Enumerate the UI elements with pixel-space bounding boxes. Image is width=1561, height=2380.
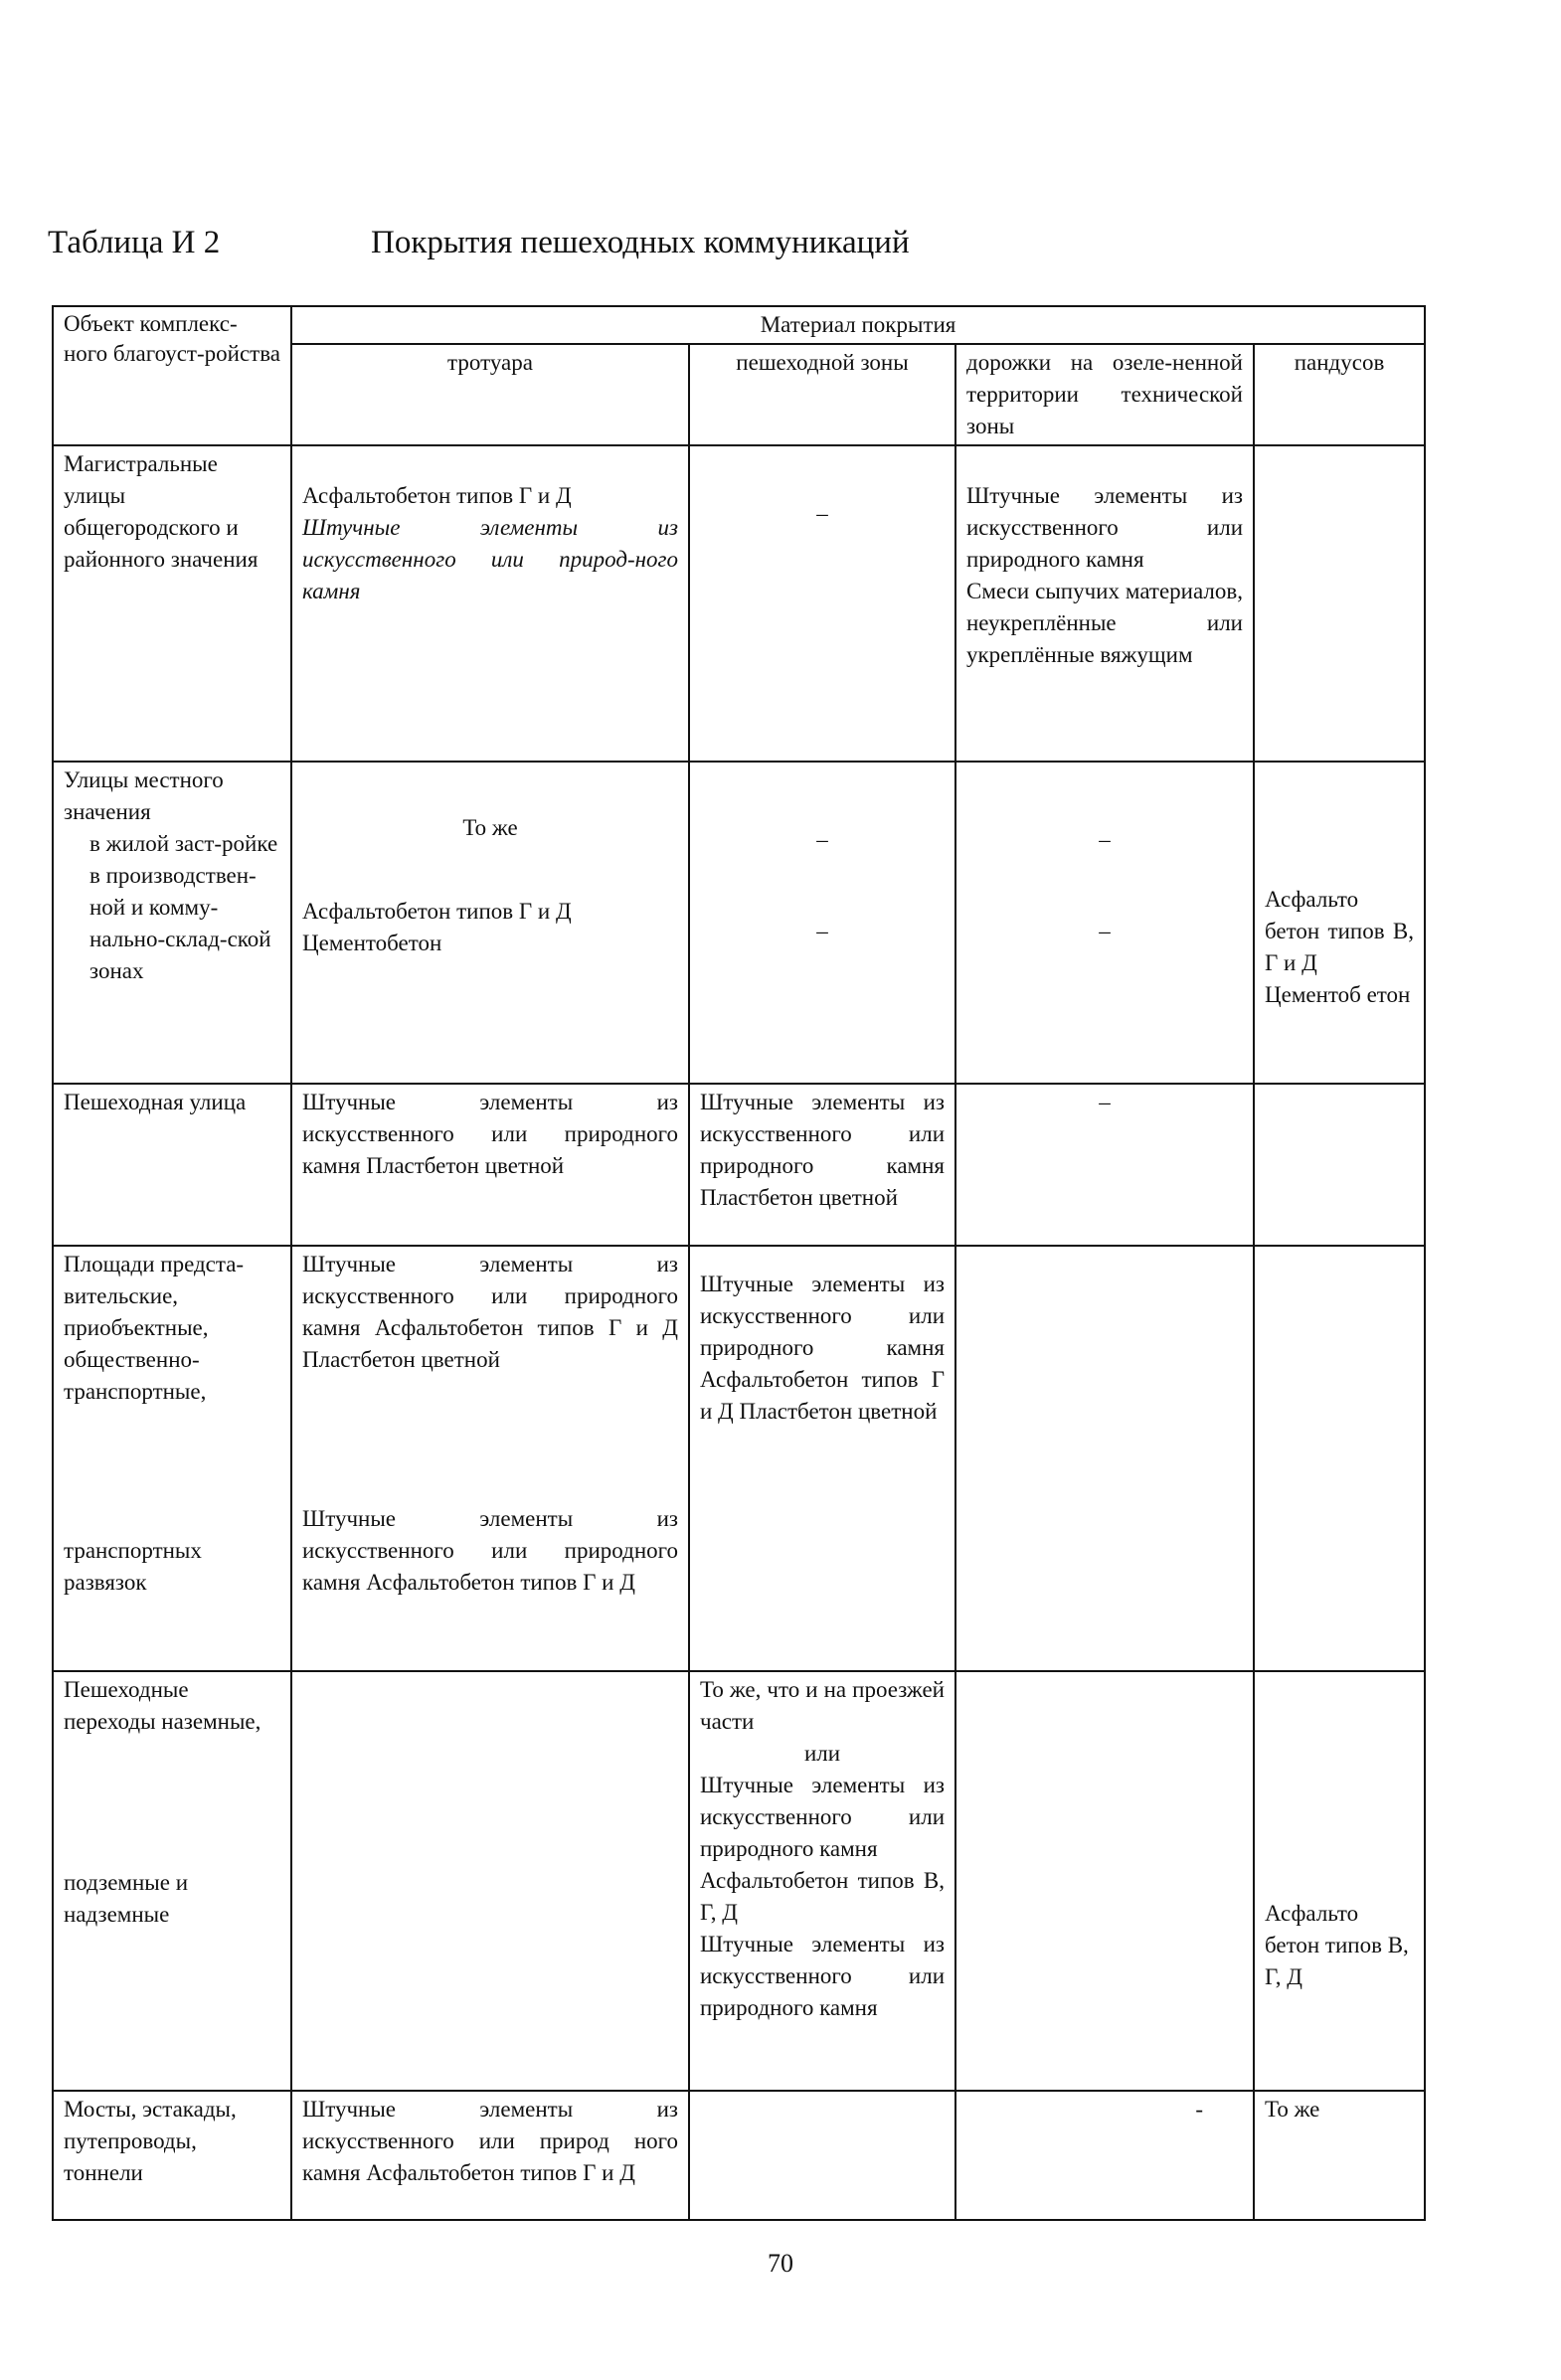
cell-text: Цементобетон bbox=[302, 931, 442, 955]
cell-text: Асфальтобетон типов Г и Д bbox=[302, 483, 572, 508]
cell-sidewalk bbox=[291, 762, 689, 1084]
header-pedestrian-zone: пешеходной зоны bbox=[689, 344, 955, 445]
cell-text: Цементоб етон bbox=[1265, 982, 1411, 1007]
cell-greenway bbox=[955, 2091, 1254, 2220]
cell-text: Штучные элементы из искусственного или природного камня bbox=[700, 1932, 945, 2020]
dash: – bbox=[816, 501, 828, 526]
cell-object bbox=[53, 762, 291, 1084]
cell-sidewalk bbox=[291, 1671, 689, 2091]
table-row bbox=[53, 2091, 1425, 2220]
cell-ramps bbox=[1254, 762, 1425, 1084]
header-ramps: пандусов bbox=[1254, 344, 1425, 445]
cell-text: Пешеходные переходы наземные, bbox=[64, 1677, 261, 1734]
cell-ramps bbox=[1254, 1084, 1425, 1246]
cell-text: Штучные элементы из искусственного или природного камня bbox=[966, 483, 1243, 572]
cell-text: Улицы местного значения bbox=[64, 767, 224, 824]
cell-object: Пешеходная улица bbox=[53, 1084, 291, 1246]
cell-greenway bbox=[955, 1084, 1254, 1246]
table-row bbox=[53, 1084, 1425, 1246]
cell-object bbox=[53, 1246, 291, 1671]
cell-text: Асфальто бетон типов В, Г, Д bbox=[1265, 1901, 1409, 1989]
cell-text: Штучные элементы из искусственного или природного камня Асфальтобетон типов Г и Д Пластбетон цветной bbox=[700, 1272, 945, 1424]
dash: – bbox=[1099, 827, 1111, 852]
dash: – bbox=[816, 919, 828, 943]
table-row bbox=[53, 762, 1425, 1084]
cell-text: Штучные элементы из искусственного или природного камня bbox=[700, 1773, 945, 1861]
dash: – bbox=[1099, 1090, 1111, 1114]
header-greenway: дорожки на озеле-ненной территории технической зоны bbox=[955, 344, 1254, 445]
cell-text: Штучные элементы из искусственного или природ-ного камня bbox=[302, 515, 678, 603]
cell-greenway bbox=[955, 1246, 1254, 1671]
cell-greenway bbox=[955, 1671, 1254, 2091]
table-caption bbox=[48, 225, 1440, 264]
coverings-table bbox=[52, 305, 1426, 2221]
cell-text: То же bbox=[462, 815, 518, 840]
cell-text: Площади предста-вительские, приобъектные, общественно-транспортные, bbox=[64, 1252, 245, 1404]
cell-pedestrian bbox=[689, 2091, 955, 2220]
header-object: Объект комплекс-ного благоуст-ройства bbox=[53, 306, 291, 445]
cell-object bbox=[53, 1671, 291, 2091]
dash: – bbox=[1099, 919, 1111, 943]
cell-text: или bbox=[803, 1741, 841, 1766]
table-row bbox=[53, 1671, 1425, 2091]
cell-text: Асфальтобетон типов В, Г, Д bbox=[700, 1868, 945, 1925]
header-material: Материал покрытия bbox=[291, 306, 1425, 344]
cell-text: в жилой заст-ройке bbox=[89, 831, 278, 856]
table-title: Покрытия пешеходных коммуникаций bbox=[371, 225, 910, 260]
cell-greenway bbox=[955, 445, 1254, 762]
cell-sidewalk: Штучные элементы из искусственного или природ ного камня Асфальтобетон типов Г и Д bbox=[291, 2091, 689, 2220]
cell-text: Асфальтобетон типов Г и Д bbox=[302, 899, 572, 924]
cell-sidewalk: Штучные элементы из искусственного или природного камня Пластбетон цветной bbox=[291, 1084, 689, 1246]
cell-greenway bbox=[955, 762, 1254, 1084]
cell-text: подземные и надземные bbox=[64, 1870, 189, 1927]
table-number: Таблица И 2 bbox=[48, 225, 221, 260]
cell-text: Смеси сыпучих материалов, неукреплённые или укреплённые вяжущим bbox=[966, 579, 1243, 667]
cell-text: Штучные элементы из искусственного или природного камня Асфальтобетон типов Г и Д Пластбетон цветной bbox=[302, 1252, 678, 1372]
cell-ramps: То же bbox=[1254, 2091, 1425, 2220]
header-sidewalk: тротуара bbox=[291, 344, 689, 445]
cell-ramps bbox=[1254, 445, 1425, 762]
cell-text: в производствен-ной и комму-нально-склад-ской зонах bbox=[89, 863, 271, 983]
table-row bbox=[53, 1246, 1425, 1671]
header-row-1 bbox=[53, 306, 1425, 344]
dash: – bbox=[816, 827, 828, 852]
cell-pedestrian bbox=[689, 1246, 955, 1671]
cell-ramps bbox=[1254, 1246, 1425, 1671]
cell-pedestrian bbox=[689, 1671, 955, 2091]
dash: - bbox=[1195, 2097, 1203, 2122]
cell-pedestrian bbox=[689, 762, 955, 1084]
cell-text: транспортных развязок bbox=[64, 1538, 202, 1595]
cell-object: Мосты, эстакады, путепроводы, тоннели bbox=[53, 2091, 291, 2220]
cell-text: Штучные элементы из искусственного или природного камня Асфальтобетон типов Г и Д bbox=[302, 1506, 678, 1595]
cell-pedestrian: Штучные элементы из искусственного или природного камня Пластбетон цветной bbox=[689, 1084, 955, 1246]
cell-sidewalk bbox=[291, 1246, 689, 1671]
cell-pedestrian bbox=[689, 445, 955, 762]
cell-text: Асфальто бетон типов В, Г и Д bbox=[1265, 887, 1415, 975]
page-number: 70 bbox=[768, 2249, 793, 2278]
table-row bbox=[53, 445, 1425, 762]
cell-text: То же, что и на проезжей части bbox=[700, 1677, 945, 1734]
cell-sidewalk bbox=[291, 445, 689, 762]
cell-ramps bbox=[1254, 1671, 1425, 2091]
cell-object: Магистральные улицы общегородского и районного значения bbox=[53, 445, 291, 762]
